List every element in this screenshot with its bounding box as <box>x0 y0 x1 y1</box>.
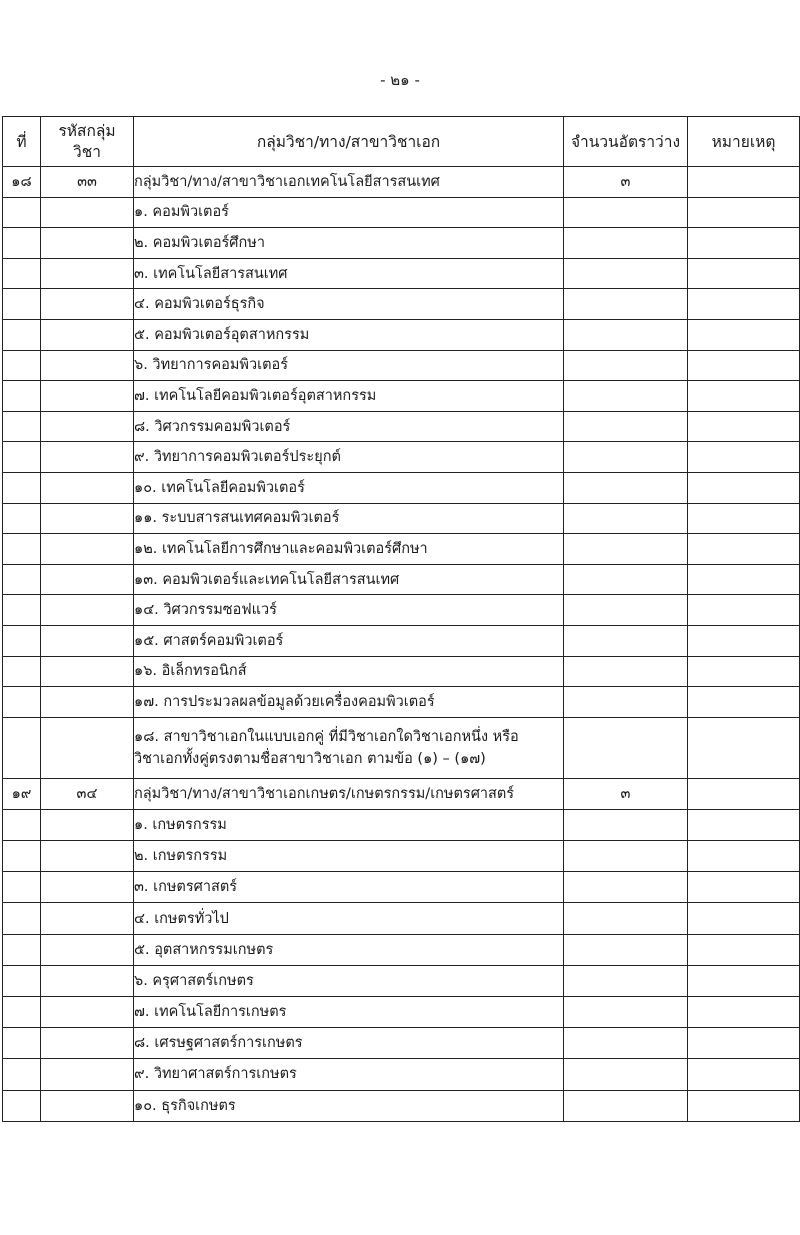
table-row <box>3 472 800 503</box>
empty-cell <box>41 228 134 259</box>
empty-cell <box>564 903 688 934</box>
table-row <box>3 258 800 289</box>
empty-cell <box>688 1028 800 1059</box>
empty-cell <box>41 472 134 503</box>
empty-cell <box>3 258 41 289</box>
group-remarks <box>688 167 800 198</box>
empty-cell <box>564 687 688 718</box>
table-row <box>3 595 800 626</box>
empty-cell <box>688 656 800 687</box>
empty-cell <box>564 656 688 687</box>
major-item: ๑๔. วิศวกรรมซอฟแวร์ <box>134 595 564 626</box>
table-row <box>3 442 800 473</box>
empty-cell <box>564 381 688 412</box>
major-item: ๓. เทคโนโลยีสารสนเทศ <box>134 258 564 289</box>
major-item: ๑๑. ระบบสารสนเทศคอมพิวเตอร์ <box>134 503 564 534</box>
empty-cell <box>41 625 134 656</box>
table-row <box>3 411 800 442</box>
empty-cell <box>688 841 800 872</box>
empty-cell <box>3 687 41 718</box>
table-row <box>3 717 800 778</box>
empty-cell <box>688 258 800 289</box>
table-row <box>3 809 800 840</box>
group-code: ๓๔ <box>41 778 134 809</box>
empty-cell <box>688 903 800 934</box>
empty-cell <box>564 997 688 1028</box>
empty-cell <box>564 1028 688 1059</box>
table-row <box>3 656 800 687</box>
empty-cell <box>41 381 134 412</box>
empty-cell <box>41 809 134 840</box>
empty-cell <box>41 289 134 320</box>
empty-cell <box>3 564 41 595</box>
empty-cell <box>564 411 688 442</box>
table-row <box>3 319 800 350</box>
major-item: ๖. ครุศาสตร์เกษตร <box>134 965 564 996</box>
empty-cell <box>41 258 134 289</box>
header-code <box>41 117 134 167</box>
major-item: ๔. เกษตรทั่วไป <box>134 903 564 934</box>
table-row <box>3 197 800 228</box>
empty-cell <box>41 656 134 687</box>
empty-cell <box>3 381 41 412</box>
empty-cell <box>688 197 800 228</box>
major-item: ๕. อุตสาหกรรมเกษตร <box>134 934 564 965</box>
table-row <box>3 1090 800 1121</box>
table-row <box>3 997 800 1028</box>
empty-cell <box>564 228 688 259</box>
empty-cell <box>688 534 800 565</box>
major-item: ๘. เศรษฐศาสตร์การเกษตร <box>134 1028 564 1059</box>
empty-cell <box>3 319 41 350</box>
table-row <box>3 872 800 903</box>
empty-cell <box>688 997 800 1028</box>
header-code-line2: วิชา <box>73 142 101 161</box>
table-row <box>3 534 800 565</box>
empty-cell <box>41 503 134 534</box>
empty-cell <box>688 809 800 840</box>
major-item: ๘. วิศวกรรมคอมพิวเตอร์ <box>134 411 564 442</box>
header-remarks: หมายเหตุ <box>688 117 800 167</box>
empty-cell <box>41 841 134 872</box>
empty-cell <box>41 717 134 778</box>
major-item: ๑. เกษตรกรรม <box>134 809 564 840</box>
empty-cell <box>688 934 800 965</box>
empty-cell <box>564 965 688 996</box>
empty-cell <box>688 687 800 718</box>
major-item: ๔. คอมพิวเตอร์ธุรกิจ <box>134 289 564 320</box>
empty-cell <box>688 289 800 320</box>
empty-cell <box>3 965 41 996</box>
empty-cell <box>564 717 688 778</box>
empty-cell <box>41 965 134 996</box>
empty-cell <box>3 228 41 259</box>
empty-cell <box>3 503 41 534</box>
group-vacancies: ๓ <box>564 167 688 198</box>
header-vacancies: จำนวนอัตราว่าง <box>564 117 688 167</box>
empty-cell <box>3 809 41 840</box>
major-item: ๓. เกษตรศาสตร์ <box>134 872 564 903</box>
major-item: ๑. คอมพิวเตอร์ <box>134 197 564 228</box>
empty-cell <box>3 595 41 626</box>
table-header-row <box>3 117 800 167</box>
empty-cell <box>688 503 800 534</box>
major-item: ๙. วิทยาการคอมพิวเตอร์ประยุกต์ <box>134 442 564 473</box>
empty-cell <box>688 717 800 778</box>
empty-cell <box>41 934 134 965</box>
empty-cell <box>564 809 688 840</box>
table-row <box>3 934 800 965</box>
empty-cell <box>688 625 800 656</box>
group-title: กลุ่มวิชา/ทาง/สาขาวิชาเอกเกษตร/เกษตรกรรม/เกษตรศาสตร์ <box>134 778 564 809</box>
empty-cell <box>41 319 134 350</box>
empty-cell <box>41 997 134 1028</box>
table-row <box>3 564 800 595</box>
empty-cell <box>688 319 800 350</box>
empty-cell <box>564 595 688 626</box>
major-item: ๕. คอมพิวเตอร์อุตสาหกรรม <box>134 319 564 350</box>
empty-cell <box>564 1059 688 1090</box>
table-row <box>3 903 800 934</box>
group-row <box>3 167 800 198</box>
header-code-line1: รหัสกลุ่ม <box>58 121 116 140</box>
empty-cell <box>564 1090 688 1121</box>
empty-cell <box>688 1090 800 1121</box>
major-item: ๑๗. การประมวลผลข้อมูลด้วยเครื่องคอมพิวเตอร์ <box>134 687 564 718</box>
header-no: ที่ <box>3 117 41 167</box>
empty-cell <box>564 625 688 656</box>
empty-cell <box>41 687 134 718</box>
empty-cell <box>41 903 134 934</box>
major-item-line2: วิชาเอกทั้งคู่ตรงตามชื่อสาขาวิชาเอก ตามข้อ (๑) – (๑๗) <box>134 750 486 767</box>
empty-cell <box>41 564 134 595</box>
empty-cell <box>41 1090 134 1121</box>
empty-cell <box>564 350 688 381</box>
group-no: ๑๘ <box>3 167 41 198</box>
empty-cell <box>564 534 688 565</box>
empty-cell <box>564 472 688 503</box>
empty-cell <box>41 197 134 228</box>
empty-cell <box>3 442 41 473</box>
major-item: ๑๒. เทคโนโลยีการศึกษาและคอมพิวเตอร์ศึกษา <box>134 534 564 565</box>
empty-cell <box>688 228 800 259</box>
table-row <box>3 1028 800 1059</box>
empty-cell <box>688 381 800 412</box>
empty-cell <box>3 534 41 565</box>
empty-cell <box>688 564 800 595</box>
table-row <box>3 350 800 381</box>
table-row <box>3 687 800 718</box>
empty-cell <box>688 965 800 996</box>
table-row <box>3 289 800 320</box>
major-item: ๗. เทคโนโลยีการเกษตร <box>134 997 564 1028</box>
empty-cell <box>3 903 41 934</box>
empty-cell <box>688 595 800 626</box>
empty-cell <box>41 595 134 626</box>
major-item: ๖. วิทยาการคอมพิวเตอร์ <box>134 350 564 381</box>
page-number: - ๒๑ - <box>380 71 420 89</box>
major-item: ๙. วิทยาศาสตร์การเกษตร <box>134 1059 564 1090</box>
empty-cell <box>3 872 41 903</box>
major-item-line1: ๑๘. สาขาวิชาเอกในแบบเอกคู่ ที่มีวิชาเอกใดวิชาเอกหนึ่ง หรือ <box>134 728 519 745</box>
empty-cell <box>3 1090 41 1121</box>
empty-cell <box>3 934 41 965</box>
empty-cell <box>3 411 41 442</box>
table-row <box>3 625 800 656</box>
empty-cell <box>688 872 800 903</box>
group-remarks <box>688 778 800 809</box>
major-item: ๗. เทคโนโลยีคอมพิวเตอร์อุตสาหกรรม <box>134 381 564 412</box>
major-item-double-major <box>134 717 564 778</box>
major-item: ๑๖. อิเล็กทรอนิกส์ <box>134 656 564 687</box>
empty-cell <box>564 319 688 350</box>
empty-cell <box>41 1059 134 1090</box>
table-row <box>3 1059 800 1090</box>
empty-cell <box>688 442 800 473</box>
empty-cell <box>3 841 41 872</box>
empty-cell <box>3 656 41 687</box>
empty-cell <box>3 197 41 228</box>
table-row <box>3 503 800 534</box>
group-code: ๓๓ <box>41 167 134 198</box>
group-title: กลุ่มวิชา/ทาง/สาขาวิชาเอกเทคโนโลยีสารสนเทศ <box>134 167 564 198</box>
group-row <box>3 778 800 809</box>
empty-cell <box>3 289 41 320</box>
empty-cell <box>564 442 688 473</box>
table-row <box>3 841 800 872</box>
vacancy-table <box>2 116 800 1122</box>
empty-cell <box>41 1028 134 1059</box>
empty-cell <box>3 1028 41 1059</box>
major-item: ๑๐. เทคโนโลยีคอมพิวเตอร์ <box>134 472 564 503</box>
group-no: ๑๙ <box>3 778 41 809</box>
empty-cell <box>3 997 41 1028</box>
empty-cell <box>564 564 688 595</box>
major-item: ๒. คอมพิวเตอร์ศึกษา <box>134 228 564 259</box>
major-item: ๑๕. ศาสตร์คอมพิวเตอร์ <box>134 625 564 656</box>
empty-cell <box>564 841 688 872</box>
empty-cell <box>3 350 41 381</box>
empty-cell <box>688 411 800 442</box>
empty-cell <box>564 197 688 228</box>
empty-cell <box>41 411 134 442</box>
empty-cell <box>564 503 688 534</box>
empty-cell <box>688 472 800 503</box>
empty-cell <box>41 534 134 565</box>
empty-cell <box>564 258 688 289</box>
empty-cell <box>41 350 134 381</box>
empty-cell <box>3 472 41 503</box>
empty-cell <box>3 717 41 778</box>
empty-cell <box>3 1059 41 1090</box>
table-row <box>3 965 800 996</box>
group-vacancies: ๓ <box>564 778 688 809</box>
empty-cell <box>41 872 134 903</box>
empty-cell <box>564 872 688 903</box>
table-row <box>3 228 800 259</box>
empty-cell <box>688 350 800 381</box>
empty-cell <box>3 625 41 656</box>
empty-cell <box>688 1059 800 1090</box>
empty-cell <box>564 289 688 320</box>
major-item: ๒. เกษตรกรรม <box>134 841 564 872</box>
table-row <box>3 381 800 412</box>
major-item: ๑๓. คอมพิวเตอร์และเทคโนโลยีสารสนเทศ <box>134 564 564 595</box>
empty-cell <box>41 442 134 473</box>
empty-cell <box>564 934 688 965</box>
header-subject: กลุ่มวิชา/ทาง/สาขาวิชาเอก <box>134 117 564 167</box>
major-item: ๑๐. ธุรกิจเกษตร <box>134 1090 564 1121</box>
